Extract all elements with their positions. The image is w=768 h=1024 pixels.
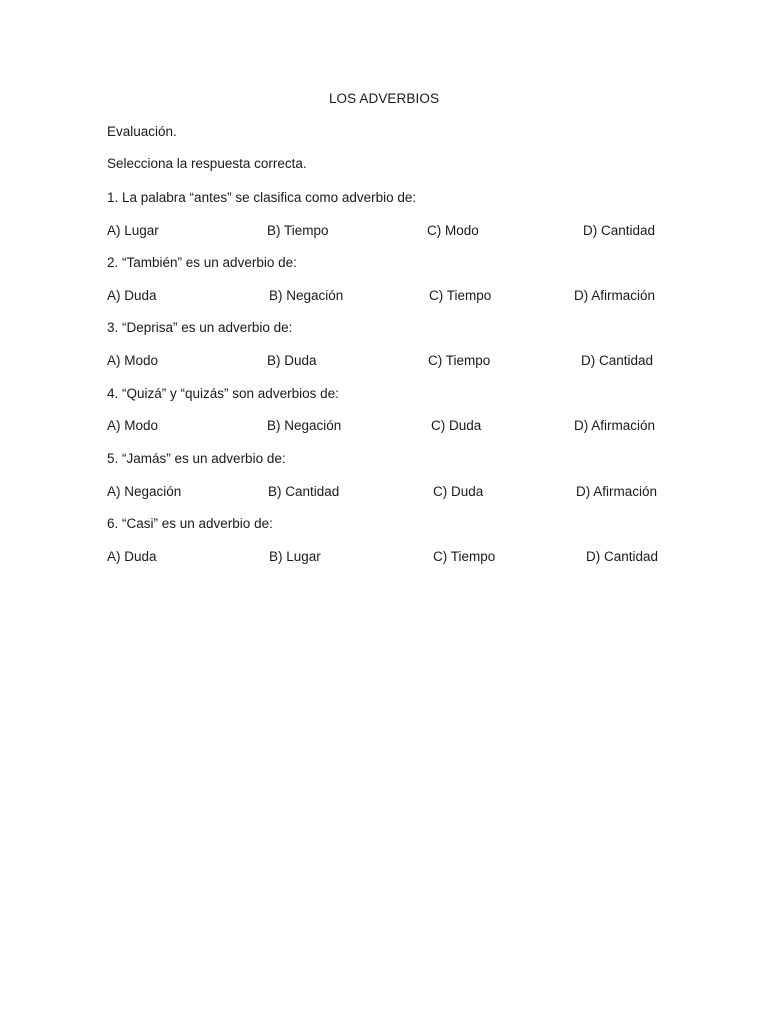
question-6-option-c: C) Tiempo — [433, 549, 496, 564]
question-1-option-b: B) Tiempo — [267, 223, 329, 238]
evaluation-label: Evaluación. — [107, 124, 177, 139]
question-6-option-d: D) Cantidad — [586, 549, 659, 564]
question-5-prompt: 5. “Jamás” es un adverbio de: — [107, 451, 286, 466]
question-3-option-a: A) Modo — [107, 353, 159, 368]
question-3-option-d: D) Cantidad — [581, 353, 654, 368]
question-2-option-d: D) Afirmación — [574, 288, 656, 303]
question-5-option-b: B) Cantidad — [268, 484, 340, 499]
question-2-prompt: 2. “También” es un adverbio de: — [107, 255, 297, 270]
question-2-option-c: C) Tiempo — [429, 288, 492, 303]
question-2-option-b: B) Negación — [269, 288, 344, 303]
question-3-option-c: C) Tiempo — [428, 353, 491, 368]
question-5-option-a: A) Negación — [107, 484, 182, 499]
question-3-prompt: 3. “Deprisa” es un adverbio de: — [107, 320, 293, 335]
question-1-option-c: C) Modo — [427, 223, 479, 238]
question-1-option-a: A) Lugar — [107, 223, 159, 238]
question-4-option-d: D) Afirmación — [574, 418, 656, 433]
question-1-prompt: 1. La palabra “antes” se clasifica como adverbio de: — [107, 190, 417, 205]
question-6-option-a: A) Duda — [107, 549, 157, 564]
question-4-option-b: B) Negación — [267, 418, 342, 433]
question-4-option-c: C) Duda — [431, 418, 482, 433]
document-title: LOS ADVERBIOS — [328, 91, 440, 106]
question-6-option-b: B) Lugar — [269, 549, 321, 564]
question-5-option-d: D) Afirmación — [576, 484, 658, 499]
question-4-option-a: A) Modo — [107, 418, 159, 433]
question-2-option-a: A) Duda — [107, 288, 157, 303]
question-5-option-c: C) Duda — [433, 484, 484, 499]
instruction-text: Selecciona la respuesta correcta. — [107, 156, 307, 171]
question-4-prompt: 4. “Quizá” y “quizás” son adverbios de: — [107, 386, 339, 401]
question-3-option-b: B) Duda — [267, 353, 317, 368]
question-6-prompt: 6. “Casi” es un adverbio de: — [107, 516, 273, 531]
question-1-option-d: D) Cantidad — [583, 223, 656, 238]
